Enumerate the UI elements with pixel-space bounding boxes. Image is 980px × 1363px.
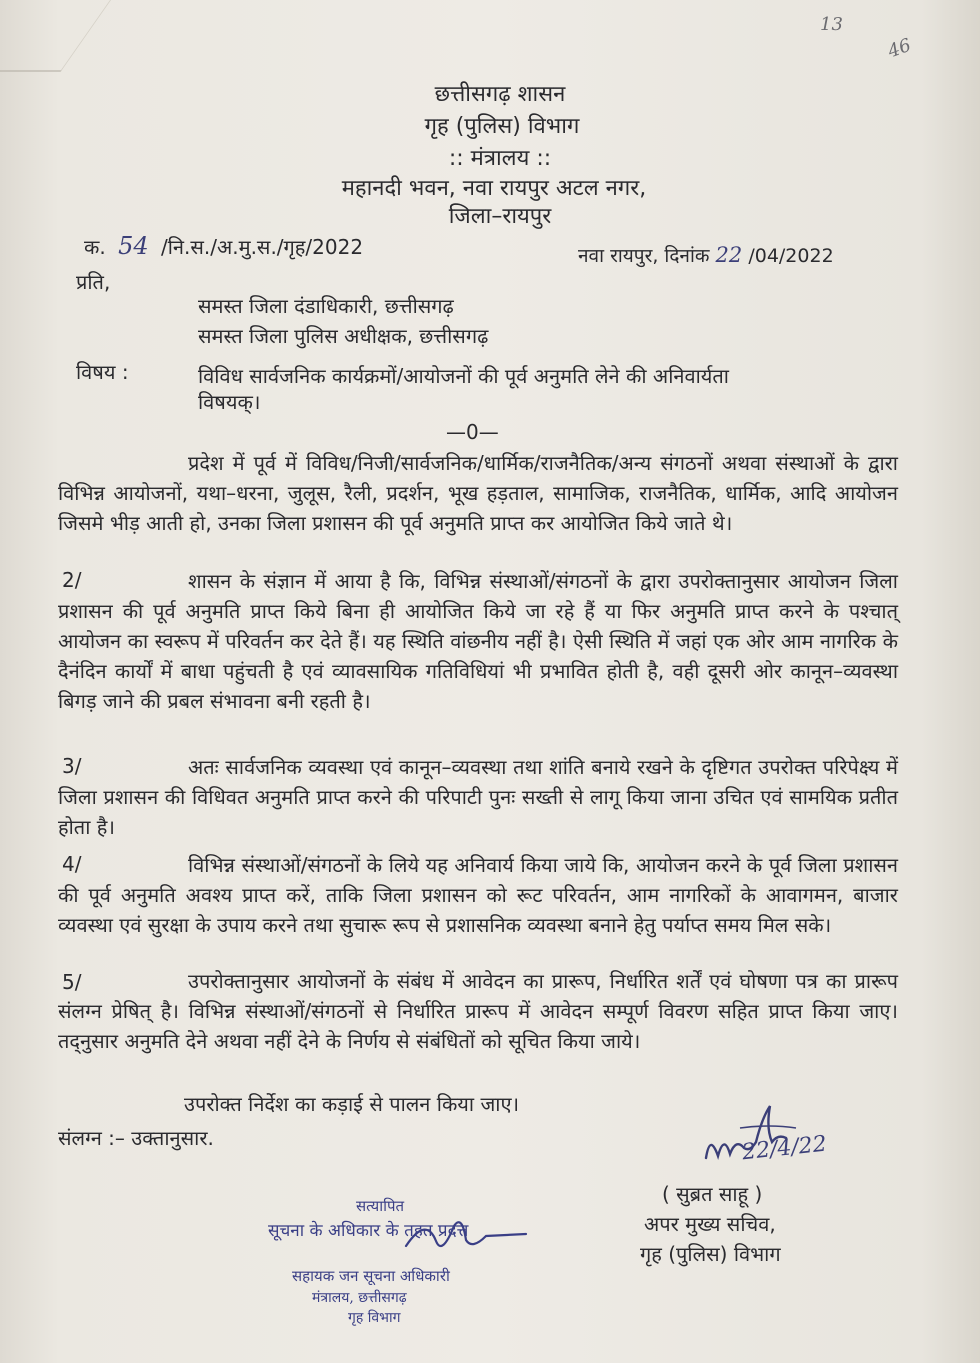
stamp-verified: सत्यापित [356, 1197, 405, 1215]
paragraph-4-text: विभिन्न संस्थाओं/संगठनों के लिये यह अनिवार्य किया जाये कि, आयोजन करने के पूर्व जिला प्रशासन की पूर्व अनुमति अवश्य प्राप्त करें, ताकि जिला प्रशासन को रूट परिवर्तन, आम नागरिकों के आवागमन, बाजार व्यवस्था एवं सुरक्षा के उपाय करने तथा सुचारू रूप से प्रशासनिक व्यवस्था बनाने हेतु पर्याप्त समय मिल सके। [58, 853, 898, 937]
recipient-collectors: समस्त जिला दंडाधिकारी, छत्तीसगढ़ [198, 294, 454, 318]
stamp-ministry: मंत्रालय, छत्तीसगढ़ [312, 1290, 407, 1306]
paragraph-5-text: उपरोक्तानुसार आयोजनों के संबंध में आवेदन का प्रारूप, निर्धारित शर्तें एवं घोषणा पत्र का प्रारूप संलग्न प्रेषित् है। विभिन्न संस्थाओं/संगठनों से निर्धारित प्रारूप में आवेदन सम्पूर्ण विवरण सहित प्राप्त किया जाए। तद्नुसार अनुमति देने अथवा नहीं देने के निर्णय से संबंधितों को सूचित किया जाये। [58, 969, 898, 1053]
address-line: महानदी भवन, नवा रायपुर अटल नगर, [341, 176, 647, 201]
paragraph-5-number: 5/ [62, 970, 82, 994]
paragraph-4-number: 4/ [62, 852, 82, 876]
paragraph-3 [58, 752, 898, 842]
paragraph-5 [58, 966, 898, 1056]
paper-fold-mark [0, 0, 111, 72]
to-label: प्रति, [76, 270, 111, 294]
subject-line-1: विविध सार्वजनिक कार्यक्रमों/आयोजनों की पूर्व अनुमति लेने की अनिवार्यता [198, 364, 729, 388]
subject-label: विषय : [76, 360, 129, 384]
signatory-name: ( सुब्रत साहू ) [662, 1182, 763, 1206]
page-mark-46: 46 [885, 34, 914, 63]
paragraph-2-text: शासन के संज्ञान में आया है कि, विभिन्न संस्थाओं/संगठनों के द्वारा उपरोक्तानुसार आयोजन जिला प्रशासन की पूर्व अनुमति प्राप्त किये बिना ही आयोजित किये जा रहे हैं या फिर अनुमति प्राप्त करने के पश्चात् आयोजन का स्वरूप में परिवर्तन कर देते हैं। यह स्थिति वांछनीय नहीं है। ऐसी स्थिति में जहां एक ओर आम नागरिक के दैनंदिन कार्यों में बाधा पहुंचती है एवं व्यावसायिक गतिविधियां भी प्रभावित होती है, वही दूसरी ओर कानून–व्यवस्था बिगड़ जाने की प्रबल संभावना बनी रहती है। [58, 569, 898, 713]
signature-date: 22/4/22 [740, 1131, 828, 1166]
subject-line-2: विषयक्। [198, 390, 261, 414]
govt-name: छत्तीसगढ़ शासन [434, 82, 566, 107]
ministry-name: :: मंत्रालय :: [448, 146, 552, 171]
closing-instruction: उपरोक्त निर्देश का कड़ाई से पालन किया जाए। [184, 1092, 520, 1116]
enclosure-note: संलग्न :– उक्तानुसार. [58, 1126, 214, 1150]
paragraph-1-text: प्रदेश में पूर्व में विविध/निजी/सार्वजनिक/धार्मिक/राजनैतिक/अन्य संगठनों अथवा संस्थाओं के द्वारा विभिन्न आयोजनों, यथा–धरना, जुलूस, रैली, प्रदर्शन, भूख हड़ताल, सामाजिक, राजनैतिक, धार्मिक, आदि आयोजन जिसमे भीड़ आती हो, उनका जिला प्रशासन की पूर्व अनुमति प्राप्त कर आयोजित किये जाते थे। [58, 451, 898, 535]
recipient-sp: समस्त जिला पुलिस अधीक्षक, छत्तीसगढ़ [198, 324, 489, 348]
paragraph-2-number: 2/ [62, 568, 82, 592]
stamp-department: गृह विभाग [348, 1310, 401, 1326]
paragraph-3-number: 3/ [62, 754, 82, 778]
handwritten-day: 22 [715, 243, 743, 267]
stamp-rti-line: सूचना के अधिकार के तहत प्रदत्त [268, 1221, 469, 1241]
signatory-department: गृह (पुलिस) विभाग [640, 1242, 781, 1266]
paragraph-4 [58, 850, 898, 940]
reference-number: क. 54 /नि.स./अ.मु.स./गृह/2022 [84, 232, 364, 260]
paragraph-1 [58, 448, 898, 538]
paragraph-3-text: अतः सार्वजनिक व्यवस्था एवं कानून–व्यवस्था तथा शांति बनाये रखने के दृष्टिगत उपरोक्त परिपेक्ष्य में जिला प्रशासन की विधिवत अनुमति प्राप्त करने की परिपाटी पुनः सख्ती से लागू किया जाना उचित एवं सामयिक प्रतीत होता है। [58, 755, 898, 839]
place-and-date: नवा रायपुर, दिनांक 22 /04/2022 [578, 243, 834, 267]
page-mark-13: 13 [820, 14, 843, 35]
stamp-officer: सहायक जन सूचना अधिकारी [292, 1267, 450, 1285]
department-name: गृह (पुलिस) विभाग [424, 114, 580, 139]
handwritten-ref-number: 54 [118, 232, 149, 260]
separator: —0— [446, 420, 499, 444]
signatory-designation: अपर मुख्य सचिव, [644, 1212, 776, 1236]
stamp-signature-scribble [396, 1206, 536, 1266]
district-line: जिला–रायपुर [448, 204, 552, 229]
paragraph-2 [58, 566, 898, 716]
